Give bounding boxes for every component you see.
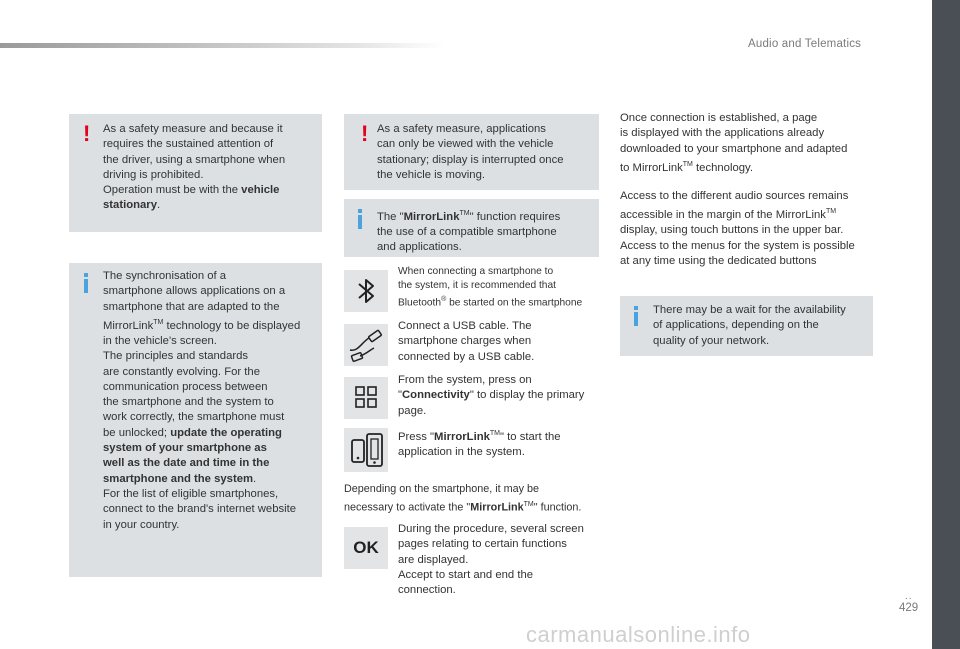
step-ok-text xyxy=(398,522,584,598)
text-line: page. xyxy=(398,404,427,417)
text-line: necessary to activate the "MirrorLink™" function. xyxy=(344,501,582,514)
usb-cable-icon xyxy=(344,324,388,366)
text-line: connected by a USB cable. xyxy=(398,350,535,363)
text-line: Depending on the smartphone, it may be xyxy=(344,483,540,495)
text-line: be unlocked; update the operating xyxy=(103,426,282,439)
text-line: in the vehicle's screen. xyxy=(103,334,217,347)
text-line: is displayed with the applications already xyxy=(620,127,825,140)
warning-box-driving xyxy=(69,114,322,232)
text-line: downloaded to your smartphone and adapted xyxy=(620,142,848,155)
text-line: Access to the different audio sources remains xyxy=(620,190,849,202)
text-line: Operation must be with the vehicle xyxy=(103,184,280,197)
text-line: smartphone charges when xyxy=(398,335,532,348)
text-line: the driver, using a smartphone when xyxy=(103,153,286,166)
text-line: "Connectivity" to display the primary xyxy=(398,389,585,402)
text-line: well as the date and time in the xyxy=(103,457,270,470)
text-line: at any time using the dedicated buttons xyxy=(620,254,817,267)
text-line: smartphone allows applications on a xyxy=(103,285,286,298)
header-gradient-bar xyxy=(0,43,445,48)
text-line: The principles and standards xyxy=(103,350,249,363)
text-line: As a safety measure, applications xyxy=(377,123,546,135)
text-line: are displayed. xyxy=(398,553,469,566)
text-line: the system, it is recommended that xyxy=(398,280,556,291)
text-line: There may be a wait for the availability xyxy=(653,304,846,316)
text-line: During the procedure, several screen xyxy=(398,523,584,535)
text-line: accessible in the margin of the MirrorLink™ xyxy=(620,208,837,222)
text-line: the use of a compatible smartphone xyxy=(377,226,557,239)
activation-note xyxy=(344,482,581,516)
info-box-synchronisation xyxy=(69,263,322,577)
text-line: stationary; display is interrupted once xyxy=(377,153,564,166)
text-line: smartphone that are adapted to the xyxy=(103,300,280,313)
text-line: Once connection is established, a page xyxy=(620,112,818,124)
step-bluetooth-text xyxy=(398,265,582,310)
step-connectivity-text xyxy=(398,373,584,419)
text-line: requires the sustained attention of xyxy=(103,138,274,151)
info-box-compatibility xyxy=(344,199,599,257)
info-box-availability xyxy=(620,296,873,356)
text-line: pages relating to certain functions xyxy=(398,538,567,551)
page-number: 429 xyxy=(899,602,919,614)
text-line: work correctly, the smartphone must xyxy=(103,411,285,424)
mirrorlink-phone-icon xyxy=(344,428,388,472)
text-line: quality of your network. xyxy=(653,334,770,347)
text-line: The synchronisation of a xyxy=(103,270,227,282)
bluetooth-icon xyxy=(344,270,388,312)
text-line: stationary. xyxy=(103,199,161,212)
text-line: connect to the brand's internet website xyxy=(103,503,297,516)
step-usb-text xyxy=(398,319,534,365)
text-line: Connect a USB cable. The xyxy=(398,320,532,332)
text-line: MirrorLink™ technology to be displayed xyxy=(103,318,301,332)
text-line: the smartphone and the system to xyxy=(103,396,274,409)
paragraph-connection-established xyxy=(620,111,847,176)
section-title: Audio and Telematics xyxy=(748,38,862,50)
text-line: can only be viewed with the vehicle xyxy=(377,138,554,151)
watermark: carmanualsonline.info xyxy=(526,622,751,647)
text-line: in your country. xyxy=(103,518,180,531)
text-line: As a safety measure and because it xyxy=(103,123,283,135)
page-dots: .. xyxy=(905,591,913,602)
text-line: communication process between xyxy=(103,380,268,393)
warning-exclamation-icon: ! xyxy=(361,121,369,146)
connectivity-grid-icon xyxy=(344,377,388,419)
text-line: smartphone and the system. xyxy=(103,472,257,485)
warning-box-stationary xyxy=(344,114,599,190)
text-line: system of your smartphone as xyxy=(103,442,267,455)
warning-exclamation-icon: ! xyxy=(83,121,91,146)
text-line: Press "MirrorLink™" to start the xyxy=(398,430,561,443)
text-line: For the list of eligible smartphones, xyxy=(103,487,279,500)
text-line: are constantly evolving. For the xyxy=(103,365,260,378)
text-line: Access to the menus for the system is possible xyxy=(620,239,855,252)
ok-label: OK xyxy=(353,538,379,557)
text-line: driving is prohibited. xyxy=(103,168,204,181)
text-line: The "MirrorLink™" function requires xyxy=(377,210,561,223)
side-tab xyxy=(932,0,960,649)
paragraph-audio-sources xyxy=(620,189,855,269)
text-line: application in the system. xyxy=(398,446,525,459)
text-line: display, using touch buttons in the upper bar. xyxy=(620,224,844,237)
text-line: to MirrorLink™ technology. xyxy=(620,160,753,174)
ok-button-icon xyxy=(344,527,388,569)
text-line: of applications, depending on the xyxy=(653,319,819,332)
text-line: When connecting a smartphone to xyxy=(398,266,554,277)
step-mirrorlink-text xyxy=(398,426,561,460)
text-line: Bluetooth® be started on the smartphone xyxy=(398,296,583,309)
text-line: Accept to start and end the xyxy=(398,568,534,581)
text-line: From the system, press on xyxy=(398,374,532,386)
text-line: the vehicle is moving. xyxy=(377,168,485,181)
text-line: and applications. xyxy=(377,241,462,254)
text-line: connection. xyxy=(398,584,456,597)
